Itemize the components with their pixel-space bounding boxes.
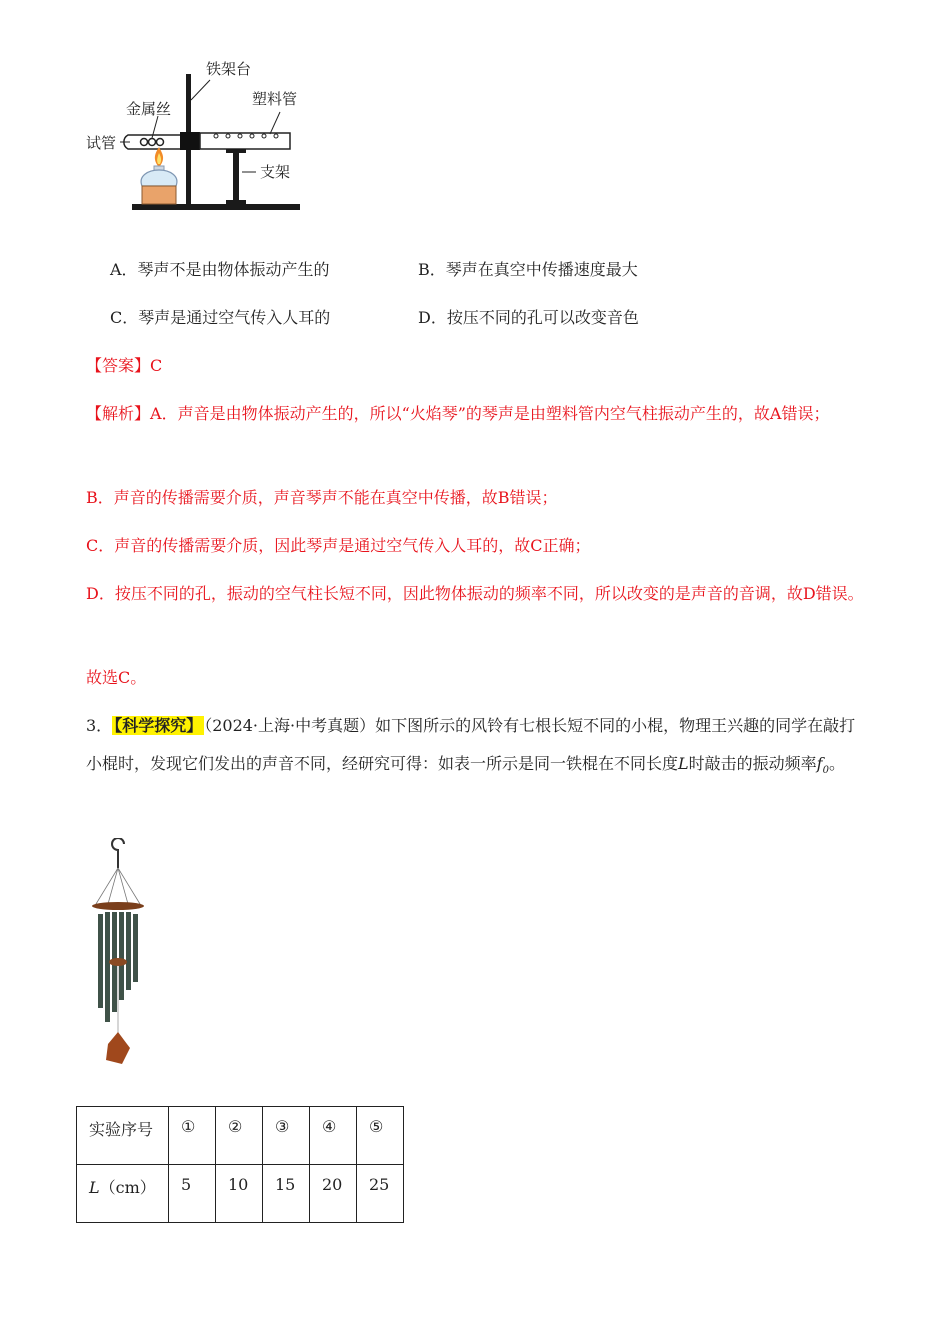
table-cell: ②	[216, 1107, 263, 1165]
label-plastic-tube: 塑料管	[252, 90, 298, 108]
question-3-end: 。	[828, 754, 845, 773]
flame-harp-figure	[80, 52, 310, 217]
wind-chime-image	[88, 838, 158, 1070]
analysis-a	[86, 395, 866, 433]
question-3-number: 3．	[86, 716, 113, 735]
table-cell: ③	[263, 1107, 310, 1165]
table-cell: 15	[263, 1165, 310, 1223]
label-iron-stand: 铁架台	[206, 60, 252, 78]
answer-line	[86, 355, 162, 377]
alcohol-lamp	[141, 170, 177, 186]
wind-sail	[106, 1032, 130, 1064]
table-cell: 25	[357, 1165, 404, 1223]
label-test-tube: 试管	[86, 134, 117, 152]
stand-base	[132, 204, 300, 210]
table-cell: 实验序号	[77, 1107, 169, 1165]
striker	[109, 958, 127, 966]
length-unit: （cm）	[99, 1178, 156, 1197]
table-cell: 20	[310, 1165, 357, 1223]
option-c: C．琴声是通过空气传入人耳的	[110, 308, 331, 327]
table-cell: 10	[216, 1165, 263, 1223]
chime-top	[92, 902, 144, 910]
option-a: A．琴声不是由物体振动产生的	[110, 260, 330, 279]
answer-label: 【答案】	[86, 356, 151, 375]
analysis-conclusion: 故选C。	[86, 668, 147, 687]
question-3-source: （2024·上海·中考真题）	[204, 716, 376, 735]
analysis-c: C．声音的传播需要介质，因此琴声是通过空气传入人耳的，故C正确；	[86, 536, 591, 555]
table-row-length	[77, 1165, 404, 1223]
label-support: 支架	[260, 163, 291, 181]
question-3	[86, 707, 866, 790]
table-cell: ⑤	[357, 1107, 404, 1165]
table-cell: ①	[169, 1107, 216, 1165]
analysis-b: B．声音的传播需要介质，声音琴声不能在真空中传播，故B错误；	[86, 488, 558, 507]
data-table	[76, 1106, 404, 1223]
support-top	[226, 149, 246, 153]
question-3-text-2: 时敲击的振动频率	[688, 754, 817, 773]
table-cell: ④	[310, 1107, 357, 1165]
clamp	[180, 132, 200, 150]
table-cell-length-label	[77, 1165, 169, 1223]
hook	[112, 838, 124, 868]
option-d: D．按压不同的孔可以改变音色	[418, 308, 639, 327]
label-metal-wire: 金属丝	[126, 100, 172, 118]
table-cell: 5	[169, 1165, 216, 1223]
support-foot	[226, 200, 246, 204]
question-3-tag: 【科学探究】	[114, 716, 203, 735]
strings	[96, 868, 140, 904]
answer-value: C	[150, 356, 163, 375]
var-f: f	[816, 754, 823, 773]
option-b: B．琴声在真空中传播速度最大	[418, 260, 638, 279]
question-3-text-1: 如下图所示的风铃有七根长短不同的小棍，物理王兴趣的同学在敲打小棍时，发现它们发出的声音不同，经研究可得：如表一所示是同一铁棍在不同长度	[86, 716, 856, 773]
var-f-subscript: 0	[822, 765, 829, 777]
analysis-a-text: A．声音是由物体振动产生的，所以“火焰琴”的琴声是由塑料管内空气柱振动产生的，故A错误；	[150, 404, 830, 423]
var-l: L	[678, 754, 689, 773]
analysis-label: 【解析】	[86, 404, 151, 423]
analysis-d: D．按压不同的孔，振动的空气柱长短不同，因此物体振动的频率不同，所以改变的是声音的音调，故D错误。	[86, 584, 864, 603]
support-post	[233, 153, 239, 201]
var-l-table: L	[89, 1178, 100, 1197]
table-row-header	[77, 1107, 404, 1165]
lamp-stand	[142, 186, 176, 204]
